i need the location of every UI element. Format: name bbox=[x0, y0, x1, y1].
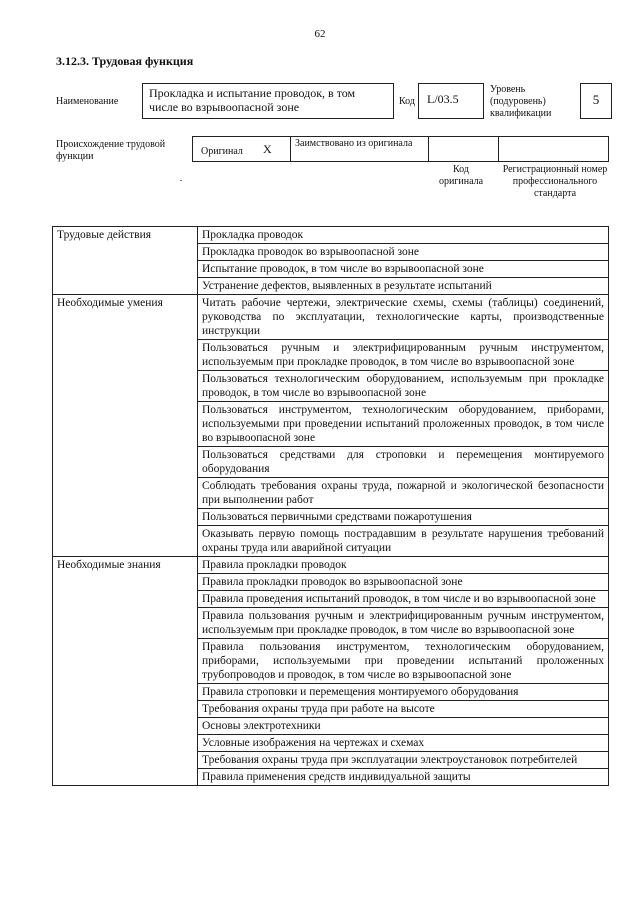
table-cell: Испытание проводок, в том числе во взрывоопасной зоне bbox=[198, 261, 609, 278]
borrowed-label: Заимствовано из оригинала bbox=[295, 138, 413, 149]
level-field: 5 bbox=[580, 83, 612, 119]
table-row bbox=[53, 227, 609, 244]
level-label: Уровень (подуровень) квалификации bbox=[490, 84, 552, 119]
borrowed-cell bbox=[291, 137, 429, 161]
function-table bbox=[52, 226, 609, 786]
table-cell: Пользоваться ручным и электрифицированным ручным инструментом, используемым при прокладке проводок, в том числе во взрывоопасной зоне bbox=[198, 340, 609, 371]
section-title: Трудовые действия bbox=[53, 227, 198, 295]
original-code-cell bbox=[429, 137, 499, 161]
original-mark: X bbox=[263, 142, 272, 156]
original-label: Оригинал bbox=[201, 146, 243, 157]
scan-speck bbox=[180, 180, 182, 181]
section-title: Необходимые знания bbox=[53, 557, 198, 786]
table-cell: Читать рабочие чертежи, электрические схемы, схемы (таблицы) соединений, руководства по эксплуатации, технологические карты, производственные инструкции bbox=[198, 295, 609, 340]
table-cell: Устранение дефектов, выявленных в результате испытаний bbox=[198, 278, 609, 295]
table-cell: Прокладка проводок bbox=[198, 227, 609, 244]
table-cell: Требования охраны труда при эксплуатации электроустановок потребителей bbox=[198, 752, 609, 769]
name-label: Наименование bbox=[56, 96, 119, 107]
table-cell: Пользоваться инструментом, технологическим оборудованием, приборами, используемыми при проведении испытаний проложенных проводок, в том числе во взрывоопасной зоне bbox=[198, 402, 609, 447]
origin-label: Происхождение трудовой функции bbox=[56, 139, 166, 162]
code-label: Код bbox=[399, 96, 415, 107]
table-cell: Соблюдать требования охраны труда, пожарной и экологической безопасности при выполнении работ bbox=[198, 478, 609, 509]
table-cell: Требования охраны труда при работе на высоте bbox=[198, 701, 609, 718]
reg-number-cell bbox=[499, 137, 608, 161]
origin-row bbox=[192, 136, 609, 162]
table-cell: Правила прокладки проводок bbox=[198, 557, 609, 574]
table-row bbox=[53, 557, 609, 574]
page-number: 62 bbox=[314, 28, 326, 40]
section-heading: 3.12.3. Трудовая функция bbox=[56, 54, 194, 68]
table-row bbox=[53, 295, 609, 340]
table-cell: Пользоваться технологическим оборудованием, используемым при прокладке проводок, в том числе во взрывоопасной зоне bbox=[198, 371, 609, 402]
code-field: L/03.5 bbox=[418, 83, 484, 119]
table-cell: Правила прокладки проводок во взрывоопасной зоне bbox=[198, 574, 609, 591]
table-cell: Правила пользования инструментом, технологическим оборудованием, приборами, используемыми при проведении испытаний проложенных трубопроводов и проводок, в том числе во взрывоопасной зоне bbox=[198, 639, 609, 684]
reg-number-caption: Регистрационный номер профессионального стандарта bbox=[502, 164, 608, 199]
section-title: Необходимые умения bbox=[53, 295, 198, 557]
table-cell: Правила пользования ручным и электрифицированным ручным инструментом, используемым при прокладке проводок, в том числе во взрывоопасной зоне bbox=[198, 608, 609, 639]
original-cell bbox=[193, 137, 291, 161]
table-cell: Правила проведения испытаний проводок, в том числе и во взрывоопасной зоне bbox=[198, 591, 609, 608]
table-cell: Правила применения средств индивидуальной защиты bbox=[198, 769, 609, 786]
table-cell: Пользоваться средствами для строповки и перемещения монтируемого оборудования bbox=[198, 447, 609, 478]
name-field: Прокладка и испытание проводок, в том числе во взрывоопасной зоне bbox=[142, 83, 394, 119]
table-cell: Правила строповки и перемещения монтируемого оборудования bbox=[198, 684, 609, 701]
table-cell: Прокладка проводок во взрывоопасной зоне bbox=[198, 244, 609, 261]
table-cell: Основы электротехники bbox=[198, 718, 609, 735]
table-cell: Условные изображения на чертежах и схемах bbox=[198, 735, 609, 752]
table-cell: Пользоваться первичными средствами пожаротушения bbox=[198, 509, 609, 526]
original-code-caption: Код оригинала bbox=[438, 164, 484, 187]
table-cell: Оказывать первую помощь пострадавшим в результате нарушения требований охраны труда или аварийной ситуации bbox=[198, 526, 609, 557]
